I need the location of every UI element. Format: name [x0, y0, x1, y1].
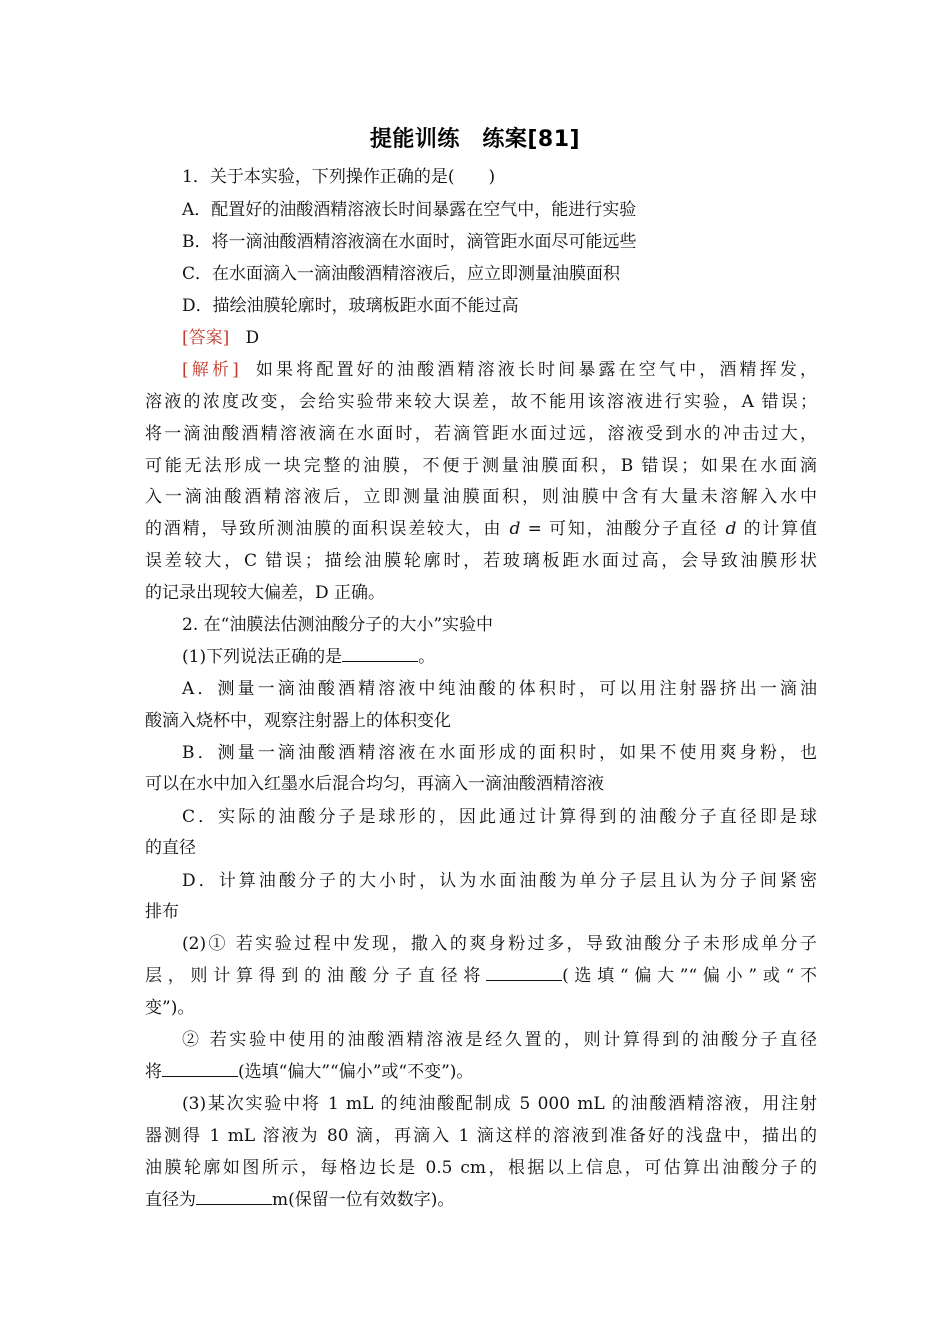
q2-option-d-line-2: 排布 [145, 902, 179, 922]
q2-part1-text: (1)下列说法正确的是 [182, 647, 343, 667]
q1-analysis-line-7: 误差较大，C 错误；描绘油膜轮廓时，若玻璃板距水面过高，会导致油膜形状 [145, 551, 817, 571]
q1-answer [182, 327, 817, 349]
q2-part3-line-2: 器测得 1 mL 溶液为 80 滴，再滴入 1 滴这样的溶液到准备好的浅盘中，描出的 [145, 1126, 817, 1146]
analysis-text: 的计算值 [736, 519, 818, 539]
q2-part2a-line-2 [145, 965, 817, 987]
q1-option-c: C．在水面滴入一滴油酸酒精溶液后，应立即测量油膜面积 [182, 264, 621, 284]
q1-analysis-line-4: 可能无法形成一块完整的油膜，不便于测量油膜面积，B 错误；如果在水面滴 [145, 456, 817, 476]
variable-d: d [509, 519, 521, 539]
answer-blank [196, 1189, 272, 1205]
page-title: 提能训练 练案[81] [369, 127, 581, 152]
q2-part3-line-4 [145, 1189, 817, 1211]
analysis-tag: [解析] [182, 360, 239, 380]
q2-part2b-text: (选填“偏大”“偏小”或“不变”)。 [238, 1062, 474, 1082]
analysis-text: = 可知，油酸分子直径 [520, 519, 719, 539]
analysis-text: 的酒精，导致所测油膜的面积误差较大，由 [145, 519, 503, 539]
answer-blank [486, 965, 562, 981]
analysis-text: 如果将配置好的油酸酒精溶液长时间暴露在空气中，酒精挥发， [255, 360, 818, 380]
q2-part2a-line-1: (2)① 若实验过程中发现，撒入的爽身粉过多，导致油酸分子未形成单分子 [182, 934, 817, 954]
q2-part2b-line-2 [145, 1061, 817, 1083]
q2-option-b-line-2: 可以在水中加入红墨水后混合均匀，再滴入一滴油酸酒精溶液 [145, 774, 604, 794]
q1-analysis-line-5: 入一滴油酸酒精溶液后，立即测量油膜面积，则油膜中含有大量未溶解入水中 [145, 487, 817, 507]
q1-option-a: A．配置好的油酸酒精溶液长时间暴露在空气中，能进行实验 [182, 200, 637, 220]
q2-option-c-line-2: 的直径 [145, 838, 196, 858]
q2-option-c-line-1: C．实际的油酸分子是球形的，因此通过计算得到的油酸分子直径即是球 [182, 807, 817, 827]
q2-part2a-text: 层，则计算得到的油酸分子直径将 [145, 966, 487, 986]
q2-option-d-line-1: D．计算油酸分子的大小时，认为水面油酸为单分子层且认为分子间紧密 [182, 871, 817, 891]
q1-analysis-line-1 [182, 359, 817, 381]
q2-part1 [182, 646, 817, 668]
answer-blank [342, 646, 418, 662]
q2-part3-line-3: 油膜轮廓如图所示，每格边长是 0.5 cm，根据以上信息，可估算出油酸分子的 [145, 1158, 817, 1178]
q2-stem: 2. 在“油膜法估测油酸分子的大小”实验中 [182, 615, 494, 635]
q2-option-a-line-1: A．测量一滴油酸酒精溶液中纯油酸的体积时，可以用注射器挤出一滴油 [182, 679, 817, 699]
answer-blank [162, 1061, 238, 1077]
q1-option-b: B．将一滴油酸酒精溶液滴在水面时，滴管距水面尽可能远些 [182, 232, 637, 252]
q2-part3-text: 直径为 [145, 1190, 196, 1210]
answer-value: D [245, 328, 260, 348]
q2-part3-text: m(保留一位有效数字)。 [272, 1190, 455, 1210]
q2-option-b-line-1: B．测量一滴油酸酒精溶液在水面形成的面积时，如果不使用爽身粉，也 [182, 743, 817, 763]
q1-analysis-line-6 [145, 518, 817, 540]
q1-option-d: D．描绘油膜轮廓时，玻璃板距水面不能过高 [182, 296, 519, 316]
variable-d: d [725, 519, 737, 539]
q1-stem: 1．关于本实验，下列操作正确的是( ) [182, 167, 496, 187]
q2-part2b-text: 将 [145, 1062, 162, 1082]
q1-analysis-line-2: 溶液的浓度改变，会给实验带来较大误差，故不能用该溶液进行实验，A 错误； [145, 392, 817, 412]
q2-part2a-text: (选填“偏大”“偏小”或“不 [562, 966, 817, 986]
q2-part3-line-1: (3)某次实验中将 1 mL 的纯油酸配制成 5 000 mL 的油酸酒精溶液，用注射 [182, 1094, 817, 1114]
q2-part2a-line-3: 变”)。 [145, 998, 195, 1018]
q2-part1-text: 。 [418, 647, 436, 667]
q1-analysis-line-8: 的记录出现较大偏差，D 正确。 [145, 583, 386, 603]
answer-tag: [答案] [182, 328, 230, 348]
q2-option-a-line-2: 酸滴入烧杯中，观察注射器上的体积变化 [145, 711, 451, 731]
q2-part2b-line-1: ② 若实验中使用的油酸酒精溶液是经久置的，则计算得到的油酸分子直径 [182, 1030, 817, 1050]
q1-analysis-line-3: 将一滴油酸酒精溶液滴在水面时，若滴管距水面过远，溶液受到水的冲击过大， [145, 424, 817, 444]
